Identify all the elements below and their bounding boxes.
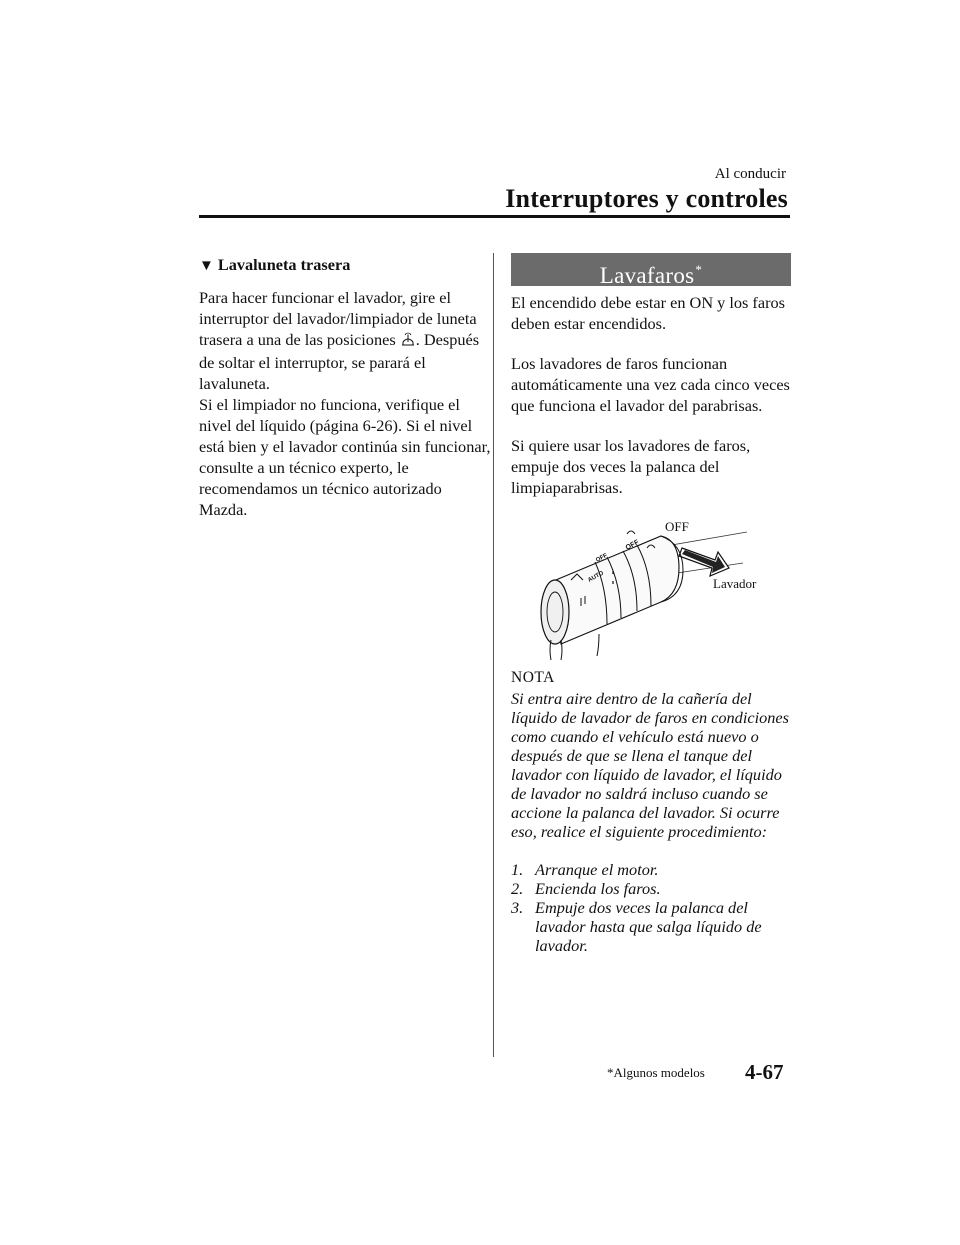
note-title: NOTA — [511, 669, 555, 686]
procedure-step — [511, 898, 791, 955]
procedure-step — [511, 879, 791, 898]
subheading — [199, 254, 491, 277]
footer-note: *Algunos modelos — [607, 1065, 705, 1080]
lever-text-off: OFF — [624, 539, 641, 552]
figure-label-off: OFF — [665, 519, 689, 534]
step-text: Empuje dos veces la palanca del lavador hasta que salga líquido de lavador. — [535, 898, 762, 955]
header-rule — [199, 215, 790, 218]
procedure-step — [511, 860, 791, 879]
step-text: Arranque el motor. — [535, 860, 659, 879]
step-number: 3. — [511, 898, 524, 917]
procedure-steps — [511, 860, 791, 955]
step-text: Encienda los faros. — [535, 879, 661, 898]
right-column — [511, 253, 791, 955]
lever-text-auto: AUTO — [587, 570, 605, 584]
figure-label-washer: Lavador — [713, 576, 757, 591]
step-number: 2. — [511, 879, 524, 898]
paragraph-rear-washer — [199, 287, 491, 394]
step-number: 1. — [511, 860, 524, 879]
section-title-asterisk: * — [695, 262, 703, 277]
triangle-marker-icon: ▼ — [199, 258, 214, 274]
left-column — [199, 254, 491, 520]
section-title-bar — [511, 253, 791, 286]
note-body: Si entra aire dentro de la cañería del líquido de lavador de faros en condiciones como cuando el vehículo está nuevo o después de que se llena el tanque del lavador con líquido de lavador, el líquido de lavador no saldrá incluso cuando se accione la palanca del lavador. Si ocurre eso, realice el siguiente procedimiento: — [511, 689, 789, 841]
page-header-section: Interruptores y controles — [505, 184, 788, 213]
paragraph-text-b: . Después de soltar el interruptor, se parará el lavaluneta. — [199, 330, 480, 393]
paragraph-manual: Si quiere usar los lavadores de faros, empuje dos veces la palanca del limpiaparabrisas. — [511, 436, 751, 497]
lever-text-off-small: OFF — [595, 552, 609, 564]
subheading-text: Lavaluneta trasera — [217, 255, 351, 274]
wiper-lever-figure — [511, 516, 791, 661]
column-divider — [493, 253, 494, 1057]
section-title: Lavafaros — [599, 263, 695, 288]
paragraph-troubleshoot: Si el limpiador no funciona, verifique el nivel del líquido (página 6-26). Si el nivel está bien y el lavador continúa sin funcionar, consulte a un técnico experto, le recomendamos un técnico autorizado Mazda. — [199, 395, 491, 519]
paragraph-ignition: El encendido debe estar en ON y los faros deben estar encendidos. — [511, 293, 785, 333]
rear-washer-icon — [401, 331, 415, 352]
page-number: 4-67 — [745, 1060, 784, 1084]
paragraph-automatic: Los lavadores de faros funcionan automáticamente una vez cada cinco veces que funciona el lavador del parabrisas. — [511, 354, 790, 415]
paragraph-text-a: Para hacer funcionar el lavador, gire el interruptor del lavador/limpiador de luneta trasera a una de las posiciones — [199, 288, 477, 349]
page-header-chapter: Al conducir — [714, 166, 786, 182]
